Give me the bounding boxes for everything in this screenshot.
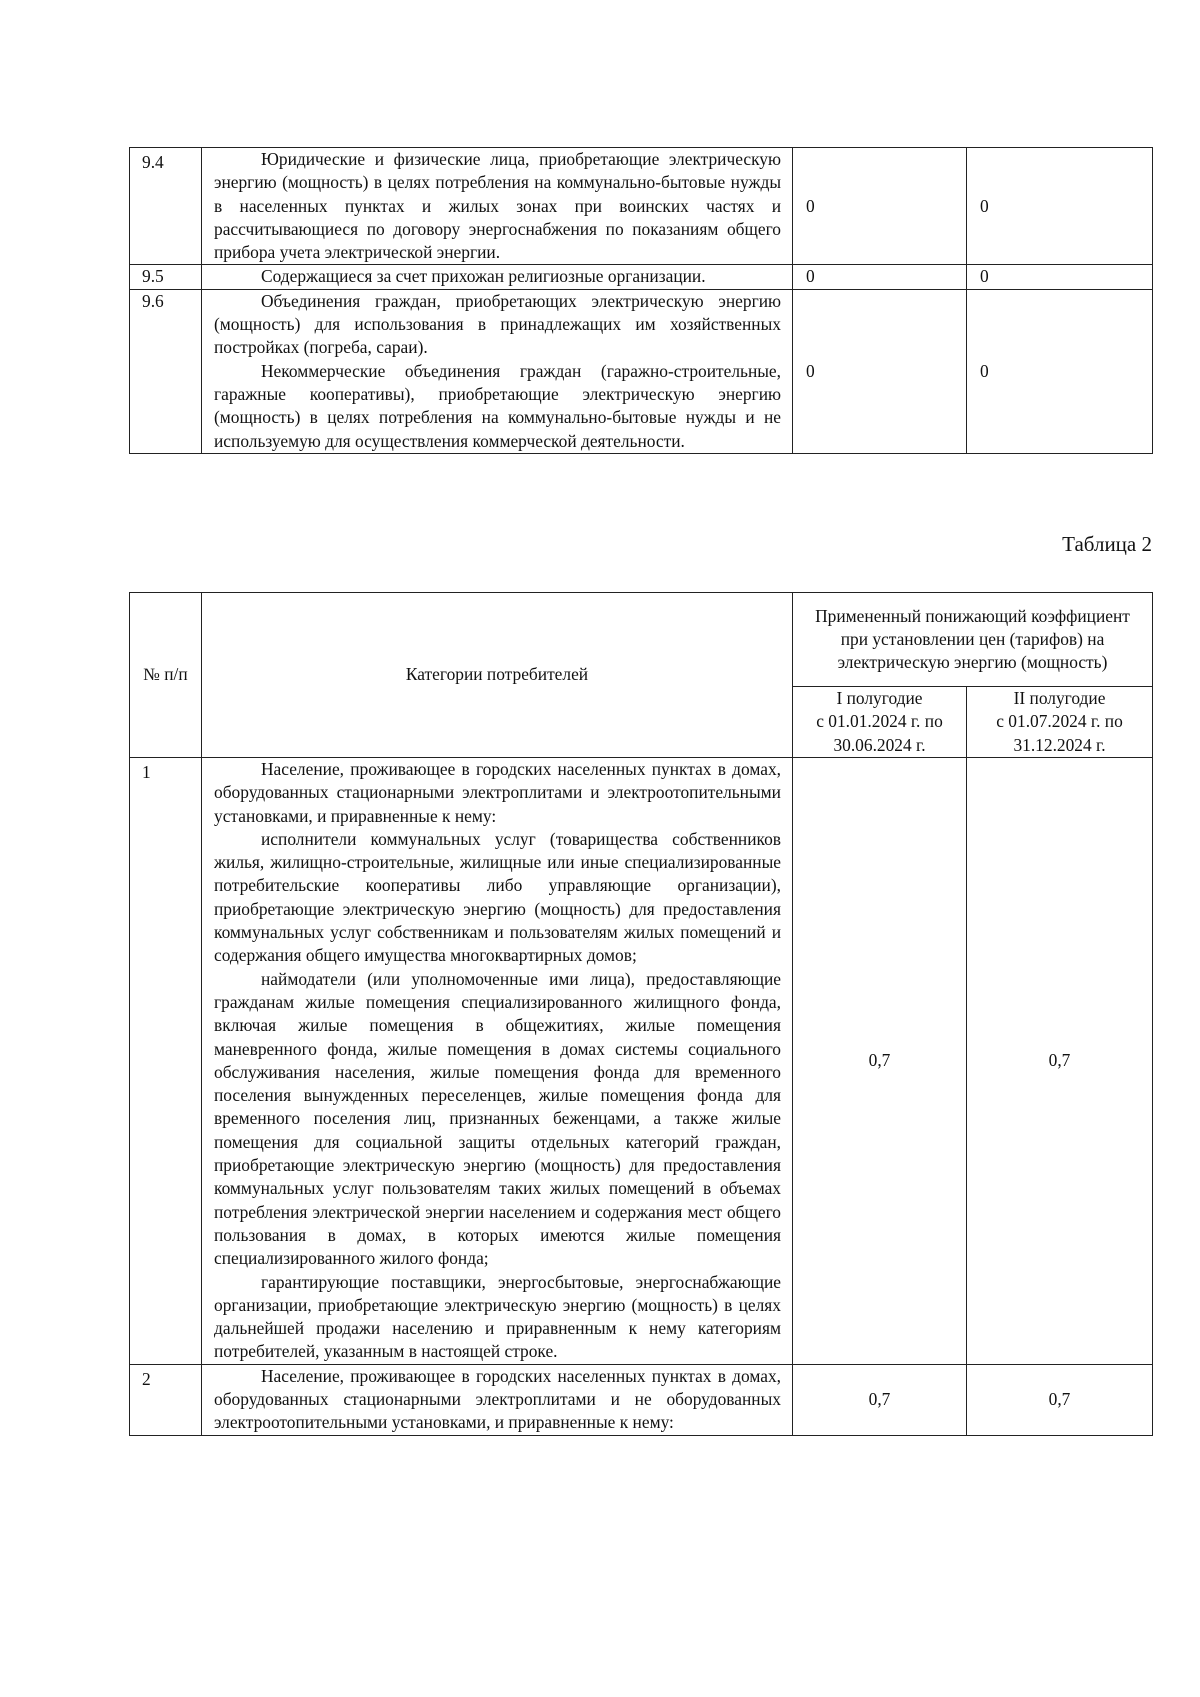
value-half-2: 0 (967, 148, 1153, 265)
category-paragraph: гарантирующие поставщики, энергосбытовые, энергоснабжающие организации, приобретающие электрическую энергию (мощность) в целях дальнейшей продажи населению и приравненным к нему категориям потребителей, указанным в настоящей строке. (214, 1271, 781, 1362)
category-paragraph: исполнители коммунальных услуг (товарищества собственников жилья, жилищно-строительные, жилищные или иные специализированные потребительские кооперативы либо управляющие организации), приобретающие электрическую энергию (мощность) для предоставления коммунальных услуг собственникам и пользователям жилых помещений и содержания общего имущества многоквартирных домов; (214, 828, 781, 966)
table-row (130, 1364, 1153, 1435)
header-half-2 (967, 687, 1153, 758)
row-number: 9.5 (130, 265, 202, 289)
category-text (202, 265, 793, 289)
header-half-1-line: I полугодие (836, 688, 923, 709)
row-number: 2 (130, 1364, 202, 1435)
category-text (202, 148, 793, 265)
header-row (130, 593, 1153, 687)
table-caption: Таблица 2 (1062, 532, 1152, 556)
category-text (202, 758, 793, 1365)
value-half-1: 0,7 (793, 758, 967, 1365)
value-half-2: 0 (967, 289, 1153, 453)
table-1 (129, 147, 1153, 454)
value-half-1: 0 (793, 289, 967, 453)
value-half-2: 0,7 (967, 1364, 1153, 1435)
table-row (130, 758, 1153, 1365)
value-half-2: 0 (967, 265, 1153, 289)
category-text (202, 289, 793, 453)
header-half-2-line: с 01.07.2024 г. по (996, 711, 1123, 732)
header-half-1 (793, 687, 967, 758)
header-coefficient: Примененный понижающий коэффициент при установлении цен (тарифов) на электрическую энергию (мощность) (793, 593, 1153, 687)
row-number: 9.6 (130, 289, 202, 453)
value-half-1: 0,7 (793, 1364, 967, 1435)
value-half-1: 0 (793, 148, 967, 265)
header-category: Категории потребителей (202, 593, 793, 758)
header-half-1-line: 30.06.2024 г. (833, 734, 926, 755)
table-row (130, 265, 1153, 289)
category-paragraph: наймодатели (или уполномоченные ими лица), предоставляющие гражданам жилые помещения специализированного жилищного фонда, включая жилые помещения в общежитиях, жилые помещения маневренного фонда, жилые помещения в домах системы социального обслуживания населения, жилые помещения фонда для временного поселения вынужденных переселенцев, жилые помещения фонда для временного поселения лиц, признанных беженцами, а также жилые помещения для социальной защиты отдельных категорий граждан, приобретающие электрическую энергию (мощность) для предоставления коммунальных услуг пользователям таких жилых помещений в объемах потребления электрической энергии населением и содержания мест общего пользования в домах, в которых имеются жилые помещения специализированного жилого фонда; (214, 968, 781, 1269)
category-paragraph: Население, проживающее в городских населенных пунктах в домах, оборудованных стационарными электроплитами и не оборудованных электроотопительными установками, и приравненные к нему: (214, 1365, 781, 1433)
table-2 (129, 592, 1153, 1436)
header-half-2-line: II полугодие (1013, 688, 1106, 709)
value-half-1: 0 (793, 265, 967, 289)
category-paragraph: Юридические и физические лица, приобретающие электрическую энергию (мощность) в целях потребления на коммунально-бытовые нужды в населенных пунктах и жилых зонах при воинских частях и рассчитывающиеся по договору энергоснабжения по показаниям общего прибора учета электрической энергии. (214, 149, 781, 263)
row-number: 9.4 (130, 148, 202, 265)
table-row (130, 289, 1153, 453)
category-paragraph: Некоммерческие объединения граждан (гаражно-строительные, гаражные кооперативы), приобретающие электрическую энергию (мощность) в целях потребления на коммунально-бытовые нужды и не используемую для осуществления коммерческой деятельности. (214, 360, 781, 451)
category-paragraph: Объединения граждан, приобретающих электрическую энергию (мощность) для использования в принадлежащих им хозяйственных постройках (погреба, сараи). (214, 290, 781, 358)
category-paragraph: Содержащиеся за счет прихожан религиозные организации. (261, 266, 706, 287)
header-number: № п/п (130, 593, 202, 758)
row-number: 1 (130, 758, 202, 1365)
header-half-1-line: с 01.01.2024 г. по (816, 711, 943, 732)
category-text (202, 1364, 793, 1435)
header-half-2-line: 31.12.2024 г. (1013, 734, 1106, 755)
category-paragraph: Население, проживающее в городских населенных пунктах в домах, оборудованных стационарными электроплитами и электроотопительными установками, и приравненные к нему: (214, 759, 781, 826)
table-row (130, 148, 1153, 265)
value-half-2: 0,7 (967, 758, 1153, 1365)
